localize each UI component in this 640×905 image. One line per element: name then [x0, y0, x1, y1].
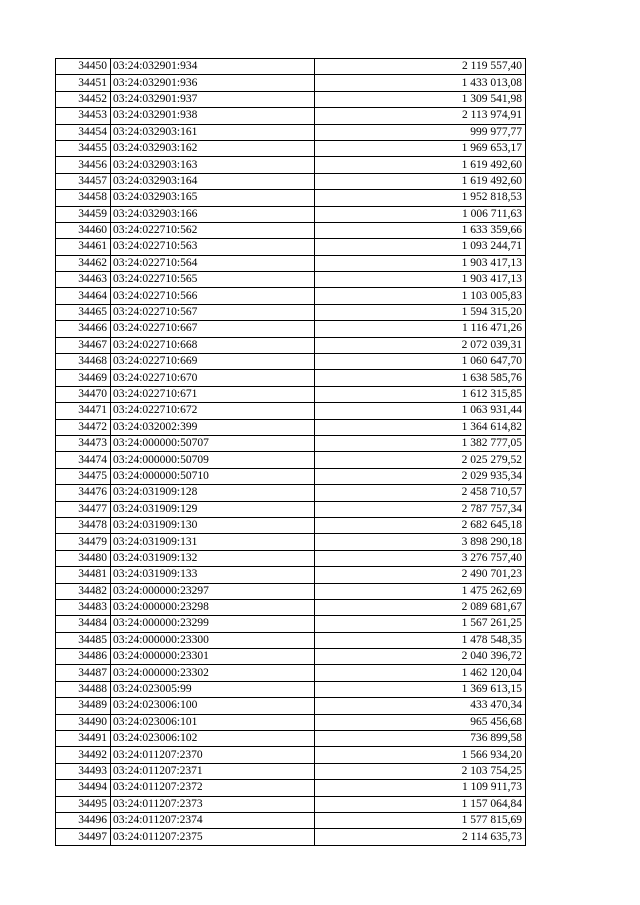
cadastral-value: 736 899,58	[315, 731, 526, 747]
table-row	[56, 403, 526, 419]
row-number: 34472	[56, 419, 111, 435]
cadastral-value: 1 109 911,73	[315, 780, 526, 796]
cadastral-number: 03:24:031909:129	[111, 501, 315, 517]
table-row	[56, 255, 526, 271]
cadastral-number: 03:24:022710:668	[111, 337, 315, 353]
cadastral-value: 2 119 557,40	[315, 59, 526, 75]
cadastral-value: 2 458 710,57	[315, 485, 526, 501]
cadastral-number: 03:24:000000:23299	[111, 616, 315, 632]
cadastral-value: 1 157 064,84	[315, 796, 526, 812]
cadastral-number: 03:24:022710:672	[111, 403, 315, 419]
cadastral-number: 03:24:011207:2374	[111, 812, 315, 828]
row-number: 34480	[56, 550, 111, 566]
cadastral-value: 1 116 471,26	[315, 321, 526, 337]
table-row	[56, 714, 526, 730]
row-number: 34488	[56, 681, 111, 697]
row-number: 34465	[56, 304, 111, 320]
cadastral-number: 03:24:022710:563	[111, 239, 315, 255]
row-number: 34478	[56, 517, 111, 533]
cadastral-number: 03:24:000000:23300	[111, 632, 315, 648]
cadastral-value: 1 063 931,44	[315, 403, 526, 419]
cadastral-value: 999 977,77	[315, 124, 526, 140]
table-row	[56, 649, 526, 665]
cadastral-number: 03:24:000000:23297	[111, 583, 315, 599]
row-number: 34491	[56, 731, 111, 747]
cadastral-number: 03:24:032901:937	[111, 91, 315, 107]
row-number: 34475	[56, 468, 111, 484]
table-row	[56, 108, 526, 124]
cadastral-number: 03:24:011207:2371	[111, 763, 315, 779]
cadastral-number: 03:24:022710:667	[111, 321, 315, 337]
cadastral-value: 1 475 262,69	[315, 583, 526, 599]
cadastral-number: 03:24:023005:99	[111, 681, 315, 697]
table-row	[56, 796, 526, 812]
cadastral-value: 2 113 974,91	[315, 108, 526, 124]
cadastral-number: 03:24:022710:670	[111, 370, 315, 386]
cadastral-number: 03:24:032901:938	[111, 108, 315, 124]
table-row	[56, 829, 526, 845]
cadastral-value: 3 898 290,18	[315, 534, 526, 550]
cadastral-number: 03:24:032903:164	[111, 173, 315, 189]
cadastral-number: 03:24:032901:936	[111, 75, 315, 91]
table-row	[56, 140, 526, 156]
row-number: 34489	[56, 698, 111, 714]
cadastral-number: 03:24:032903:163	[111, 157, 315, 173]
table-body	[56, 59, 526, 846]
row-number: 34460	[56, 222, 111, 238]
row-number: 34493	[56, 763, 111, 779]
cadastral-number: 03:24:000000:50707	[111, 435, 315, 451]
row-number: 34479	[56, 534, 111, 550]
table-row	[56, 616, 526, 632]
cadastral-value: 3 276 757,40	[315, 550, 526, 566]
row-number: 34464	[56, 288, 111, 304]
cadastral-value: 1 309 541,98	[315, 91, 526, 107]
row-number: 34484	[56, 616, 111, 632]
row-number: 34458	[56, 190, 111, 206]
row-number: 34466	[56, 321, 111, 337]
row-number: 34454	[56, 124, 111, 140]
cadastral-number: 03:24:023006:100	[111, 698, 315, 714]
cadastral-value: 1 619 492,60	[315, 157, 526, 173]
row-number: 34452	[56, 91, 111, 107]
cadastral-number: 03:24:032903:161	[111, 124, 315, 140]
row-number: 34474	[56, 452, 111, 468]
row-number: 34453	[56, 108, 111, 124]
table-row	[56, 567, 526, 583]
table-row	[56, 812, 526, 828]
cadastral-number: 03:24:022710:671	[111, 386, 315, 402]
cadastral-value: 2 040 396,72	[315, 649, 526, 665]
table-row	[56, 583, 526, 599]
cadastral-value: 2 682 645,18	[315, 517, 526, 533]
row-number: 34450	[56, 59, 111, 75]
cadastral-number: 03:24:011207:2375	[111, 829, 315, 845]
cadastral-number: 03:24:022710:567	[111, 304, 315, 320]
cadastral-number: 03:24:031909:130	[111, 517, 315, 533]
row-number: 34462	[56, 255, 111, 271]
cadastral-value: 2 029 935,34	[315, 468, 526, 484]
cadastral-value: 1 619 492,60	[315, 173, 526, 189]
table-row	[56, 550, 526, 566]
cadastral-value: 1 567 261,25	[315, 616, 526, 632]
table-row	[56, 517, 526, 533]
cadastral-value: 1 577 815,69	[315, 812, 526, 828]
row-number: 34461	[56, 239, 111, 255]
table-row	[56, 599, 526, 615]
cadastral-value: 2 025 279,52	[315, 452, 526, 468]
cadastral-number: 03:24:031909:131	[111, 534, 315, 550]
table-row	[56, 75, 526, 91]
table-row	[56, 780, 526, 796]
table-row	[56, 747, 526, 763]
row-number: 34487	[56, 665, 111, 681]
cadastral-number: 03:24:011207:2372	[111, 780, 315, 796]
row-number: 34495	[56, 796, 111, 812]
cadastral-number: 03:24:000000:50710	[111, 468, 315, 484]
row-number: 34482	[56, 583, 111, 599]
cadastral-value: 1 433 013,08	[315, 75, 526, 91]
row-number: 34490	[56, 714, 111, 730]
row-number: 34494	[56, 780, 111, 796]
row-number: 34457	[56, 173, 111, 189]
row-number: 34497	[56, 829, 111, 845]
table-row	[56, 731, 526, 747]
cadastral-number: 03:24:011207:2370	[111, 747, 315, 763]
table-row	[56, 501, 526, 517]
cadastral-number: 03:24:022710:669	[111, 354, 315, 370]
cadastral-number: 03:24:000000:23302	[111, 665, 315, 681]
row-number: 34469	[56, 370, 111, 386]
cadastral-number: 03:24:032901:934	[111, 59, 315, 75]
cadastral-value: 2 089 681,67	[315, 599, 526, 615]
row-number: 34471	[56, 403, 111, 419]
cadastral-value-table	[55, 58, 526, 846]
row-number: 34483	[56, 599, 111, 615]
cadastral-value: 433 470,34	[315, 698, 526, 714]
table-row	[56, 354, 526, 370]
cadastral-value: 2 490 701,23	[315, 567, 526, 583]
row-number: 34456	[56, 157, 111, 173]
cadastral-value: 2 114 635,73	[315, 829, 526, 845]
table-row	[56, 190, 526, 206]
row-number: 34492	[56, 747, 111, 763]
cadastral-number: 03:24:031909:128	[111, 485, 315, 501]
cadastral-value: 2 072 039,31	[315, 337, 526, 353]
cadastral-value: 1 478 548,35	[315, 632, 526, 648]
cadastral-number: 03:24:032903:165	[111, 190, 315, 206]
cadastral-value: 2 103 754,25	[315, 763, 526, 779]
cadastral-value: 1 612 315,85	[315, 386, 526, 402]
table-row	[56, 632, 526, 648]
table-row	[56, 272, 526, 288]
row-number: 34468	[56, 354, 111, 370]
cadastral-number: 03:24:022710:564	[111, 255, 315, 271]
row-number: 34476	[56, 485, 111, 501]
table-row	[56, 386, 526, 402]
table-row	[56, 222, 526, 238]
table-row	[56, 321, 526, 337]
cadastral-value: 1 093 244,71	[315, 239, 526, 255]
table-row	[56, 763, 526, 779]
cadastral-number: 03:24:023006:101	[111, 714, 315, 730]
row-number: 34463	[56, 272, 111, 288]
table-row	[56, 337, 526, 353]
cadastral-value: 1 369 613,15	[315, 681, 526, 697]
row-number: 34496	[56, 812, 111, 828]
cadastral-value: 1 462 120,04	[315, 665, 526, 681]
table-row	[56, 239, 526, 255]
row-number: 34455	[56, 140, 111, 156]
cadastral-value: 2 787 757,34	[315, 501, 526, 517]
table-row	[56, 370, 526, 386]
row-number: 34485	[56, 632, 111, 648]
cadastral-value: 965 456,68	[315, 714, 526, 730]
row-number: 34473	[56, 435, 111, 451]
cadastral-value: 1 382 777,05	[315, 435, 526, 451]
cadastral-number: 03:24:000000:50709	[111, 452, 315, 468]
cadastral-value: 1 566 934,20	[315, 747, 526, 763]
cadastral-value: 1 060 647,70	[315, 354, 526, 370]
table-row	[56, 468, 526, 484]
cadastral-number: 03:24:032002:399	[111, 419, 315, 435]
cadastral-number: 03:24:000000:23298	[111, 599, 315, 615]
cadastral-number: 03:24:000000:23301	[111, 649, 315, 665]
cadastral-value: 1 952 818,53	[315, 190, 526, 206]
cadastral-number: 03:24:022710:565	[111, 272, 315, 288]
row-number: 34459	[56, 206, 111, 222]
row-number: 34451	[56, 75, 111, 91]
table-row	[56, 157, 526, 173]
table-row	[56, 534, 526, 550]
table-row	[56, 665, 526, 681]
table-row	[56, 452, 526, 468]
table-row	[56, 59, 526, 75]
table-row	[56, 435, 526, 451]
table-row	[56, 206, 526, 222]
cadastral-value: 1 903 417,13	[315, 255, 526, 271]
cadastral-number: 03:24:022710:566	[111, 288, 315, 304]
cadastral-value: 1 006 711,63	[315, 206, 526, 222]
cadastral-value: 1 364 614,82	[315, 419, 526, 435]
cadastral-number: 03:24:022710:562	[111, 222, 315, 238]
table-row	[56, 698, 526, 714]
row-number: 34481	[56, 567, 111, 583]
cadastral-number: 03:24:032903:166	[111, 206, 315, 222]
table-row	[56, 124, 526, 140]
cadastral-value: 1 903 417,13	[315, 272, 526, 288]
row-number: 34477	[56, 501, 111, 517]
table-row	[56, 485, 526, 501]
table-row	[56, 91, 526, 107]
row-number: 34470	[56, 386, 111, 402]
cadastral-value: 1 633 359,66	[315, 222, 526, 238]
cadastral-number: 03:24:023006:102	[111, 731, 315, 747]
table-row	[56, 681, 526, 697]
table-row	[56, 288, 526, 304]
cadastral-number: 03:24:031909:133	[111, 567, 315, 583]
row-number: 34467	[56, 337, 111, 353]
cadastral-number: 03:24:011207:2373	[111, 796, 315, 812]
cadastral-value: 1 594 315,20	[315, 304, 526, 320]
table-row	[56, 173, 526, 189]
cadastral-number: 03:24:032903:162	[111, 140, 315, 156]
row-number: 34486	[56, 649, 111, 665]
cadastral-value: 1 969 653,17	[315, 140, 526, 156]
cadastral-value: 1 638 585,76	[315, 370, 526, 386]
cadastral-value: 1 103 005,83	[315, 288, 526, 304]
cadastral-number: 03:24:031909:132	[111, 550, 315, 566]
table-row	[56, 419, 526, 435]
table-row	[56, 304, 526, 320]
